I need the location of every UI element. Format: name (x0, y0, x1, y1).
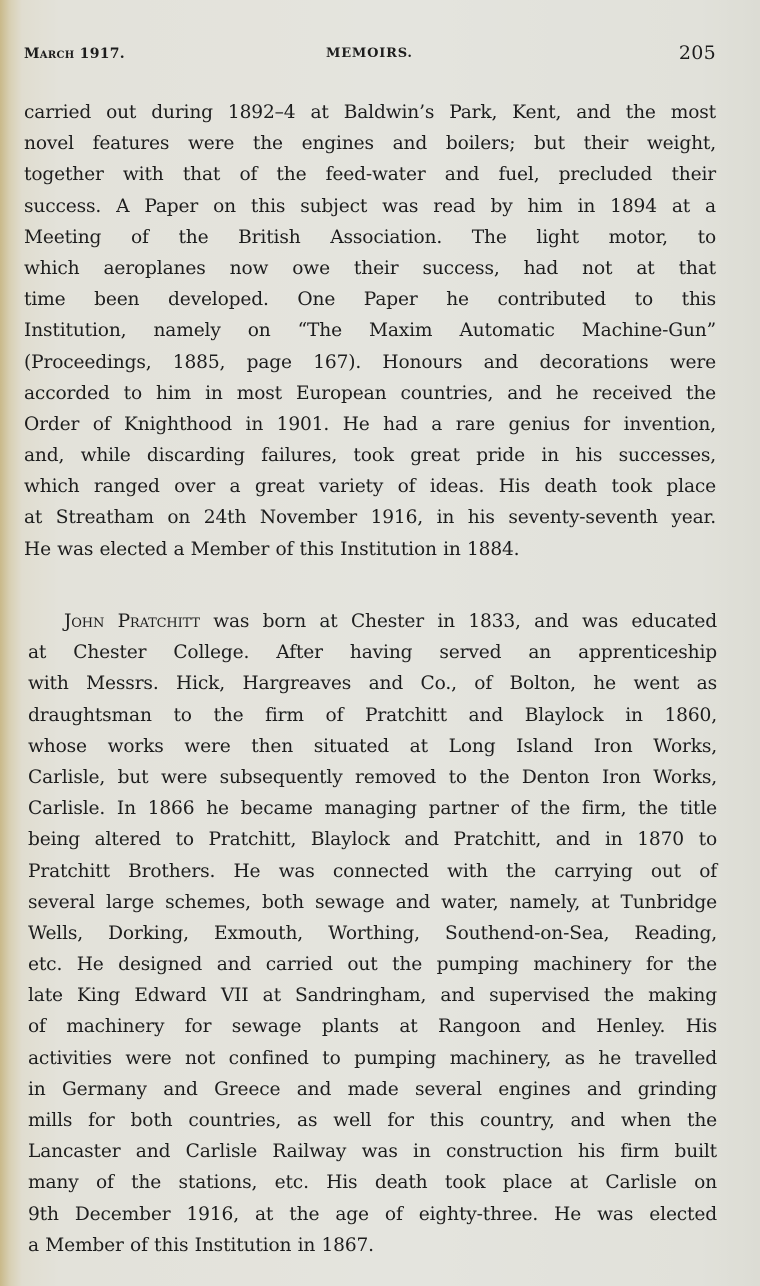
text-line: 9th December 1916, at the age of eighty-three. He was elected (28, 1203, 717, 1225)
text-line: accorded to him in most European countries, and he received the (24, 382, 716, 404)
text-line: Meeting of the British Association. The light motor, to (24, 226, 716, 248)
text-line: (Proceedings, 1885, page 167). Honours and decorations were (24, 351, 716, 373)
page-number: 205 (678, 42, 716, 64)
memoir-paragraph-pratchitt (28, 606, 717, 1261)
text-line: a Member of this Institution in 1867. (28, 1234, 374, 1256)
text-line: many of the stations, etc. His death took place at Carlisle on (28, 1172, 717, 1194)
text-line: late King Edward VII at Sandringham, and supervised the making (28, 985, 717, 1007)
text-line: which ranged over a great variety of ideas. His death took place (24, 476, 716, 498)
text-line: success. A Paper on this subject was read by him in 1894 at a (24, 195, 716, 217)
text-line: at Chester College. After having served an apprenticeship (28, 642, 717, 664)
text-line: of machinery for sewage plants at Rangoon and Henley. His (28, 1016, 717, 1038)
text-line: activities were not confined to pumping machinery, as he travelled (28, 1047, 717, 1069)
text-line: draughtsman to the firm of Pratchitt and Blaylock in 1860, (28, 704, 717, 726)
header-section-title: MEMOIRS. (326, 46, 413, 61)
text-line: He was elected a Member of this Institution in 1884. (24, 538, 520, 560)
text-line: novel features were the engines and boilers; but their weight, (24, 133, 716, 155)
text-line: at Streatham on 24th November 1916, in his seventy-seventh year. (24, 507, 716, 529)
text-line: Carlisle. In 1866 he became managing partner of the firm, the title (28, 798, 717, 820)
text-line: Wells, Dorking, Exmouth, Worthing, Southend-on-Sea, Reading, (28, 922, 717, 944)
text-line: with Messrs. Hick, Hargreaves and Co., of Bolton, he went as (28, 673, 717, 695)
text-line: Carlisle, but were subsequently removed to the Denton Iron Works, (28, 766, 717, 788)
text-line: Lancaster and Carlisle Railway was in construction his firm built (28, 1141, 717, 1163)
text-line: Pratchitt Brothers. He was connected with the carrying out of (28, 860, 717, 882)
text-line: whose works were then situated at Long Island Iron Works, (28, 735, 717, 757)
text-line: being altered to Pratchitt, Blaylock and Pratchitt, and in 1870 to (28, 829, 717, 851)
text-line: which aeroplanes now owe their success, had not at that (24, 257, 716, 279)
text-line: in Germany and Greece and made several engines and grinding (28, 1078, 717, 1100)
text-line: several large schemes, both sewage and water, namely, at Tunbridge (28, 891, 717, 913)
text-line: Institution, namely on “The Maxim Automatic Machine-Gun” (24, 320, 716, 342)
text-line: carried out during 1892–4 at Baldwin’s Park, Kent, and the most (24, 102, 716, 123)
text-line: together with that of the feed-water and fuel, precluded their (24, 164, 716, 186)
running-head (24, 42, 716, 72)
header-date: March 1917. (24, 46, 125, 62)
first-line-text: was born at Chester in 1833, and was educated (213, 611, 717, 632)
text-line: time been developed. One Paper he contributed to this (24, 289, 716, 311)
memoir-paragraph-maxim (24, 97, 716, 565)
text-line: etc. He designed and carried out the pumping machinery for the (28, 954, 717, 976)
text-line: Order of Knighthood in 1901. He had a rare genius for invention, (24, 413, 716, 435)
text-line: mills for both countries, as well for this country, and when the (28, 1110, 717, 1131)
memoir-subject-name: John Pratchitt (64, 611, 200, 632)
text-line: and, while discarding failures, took great pride in his successes, (24, 445, 716, 467)
text-line-first (28, 606, 717, 637)
